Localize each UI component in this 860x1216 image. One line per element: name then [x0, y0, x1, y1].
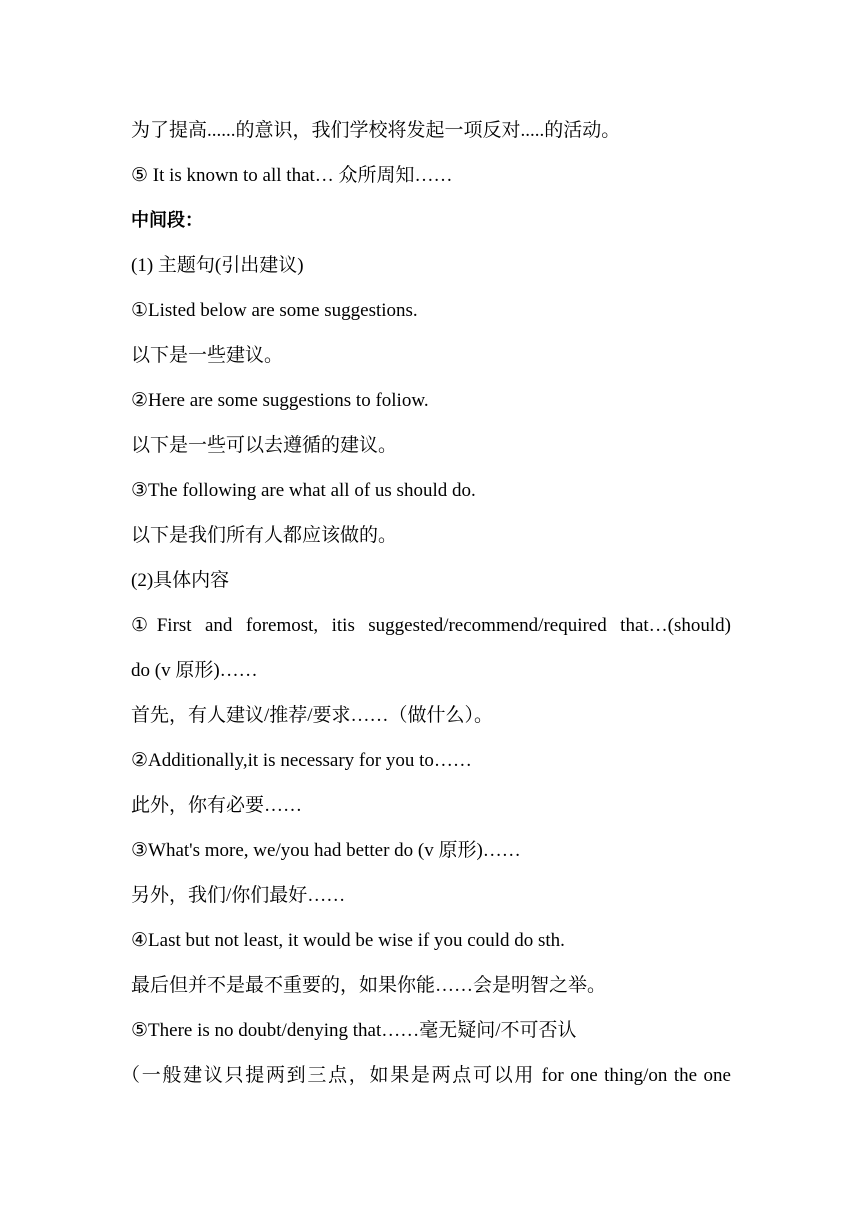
- topic-sentence-3-translation: 以下是我们所有人都应该做的。: [131, 525, 398, 546]
- detail-1-line-b: do (v 原形)……: [131, 660, 258, 681]
- subheading-details: (2)具体内容: [131, 570, 230, 591]
- detail-3-translation: 另外，我们/你们最好……: [131, 885, 346, 906]
- topic-sentence-1: ①Listed below are some suggestions.: [131, 300, 418, 321]
- detail-2: ②Additionally,it is necessary for you to……: [131, 750, 472, 771]
- topic-sentence-3: ③The following are what all of us should do.: [131, 480, 476, 501]
- intro-translation-line: 为了提高......的意识，我们学校将发起一项反对.....的活动。: [131, 120, 621, 141]
- note-line: （一般建议只提两到三点，如果是两点可以用 for one thing/on the one: [121, 1065, 731, 1086]
- detail-3: ③What's more, we/you had better do (v 原形)……: [131, 840, 521, 861]
- detail-1-translation: 首先，有人建议/推荐/要求……（做什么）。: [131, 705, 494, 726]
- topic-sentence-1-translation: 以下是一些建议。: [131, 345, 284, 366]
- detail-4: ④Last but not least, it would be wise if you could do sth.: [131, 930, 565, 951]
- phrase-5-line: ⑤ It is known to all that… 众所周知……: [131, 165, 453, 186]
- detail-1-line-a: ①First and foremost, itis suggested/recommend/required that…(should): [131, 615, 731, 636]
- detail-2-translation: 此外，你有必要……: [131, 795, 303, 816]
- detail-4-translation: 最后但并不是最不重要的，如果你能……会是明智之举。: [131, 975, 607, 996]
- topic-sentence-2: ②Here are some suggestions to foliow.: [131, 390, 429, 411]
- subheading-topic-sentence: (1) 主题句(引出建议): [131, 255, 304, 276]
- section-heading-middle: 中间段：: [131, 210, 203, 231]
- topic-sentence-2-translation: 以下是一些可以去遵循的建议。: [131, 435, 398, 456]
- detail-5: ⑤There is no doubt/denying that……毫无疑问/不可否认: [131, 1020, 577, 1041]
- document-body: [121, 108, 731, 1098]
